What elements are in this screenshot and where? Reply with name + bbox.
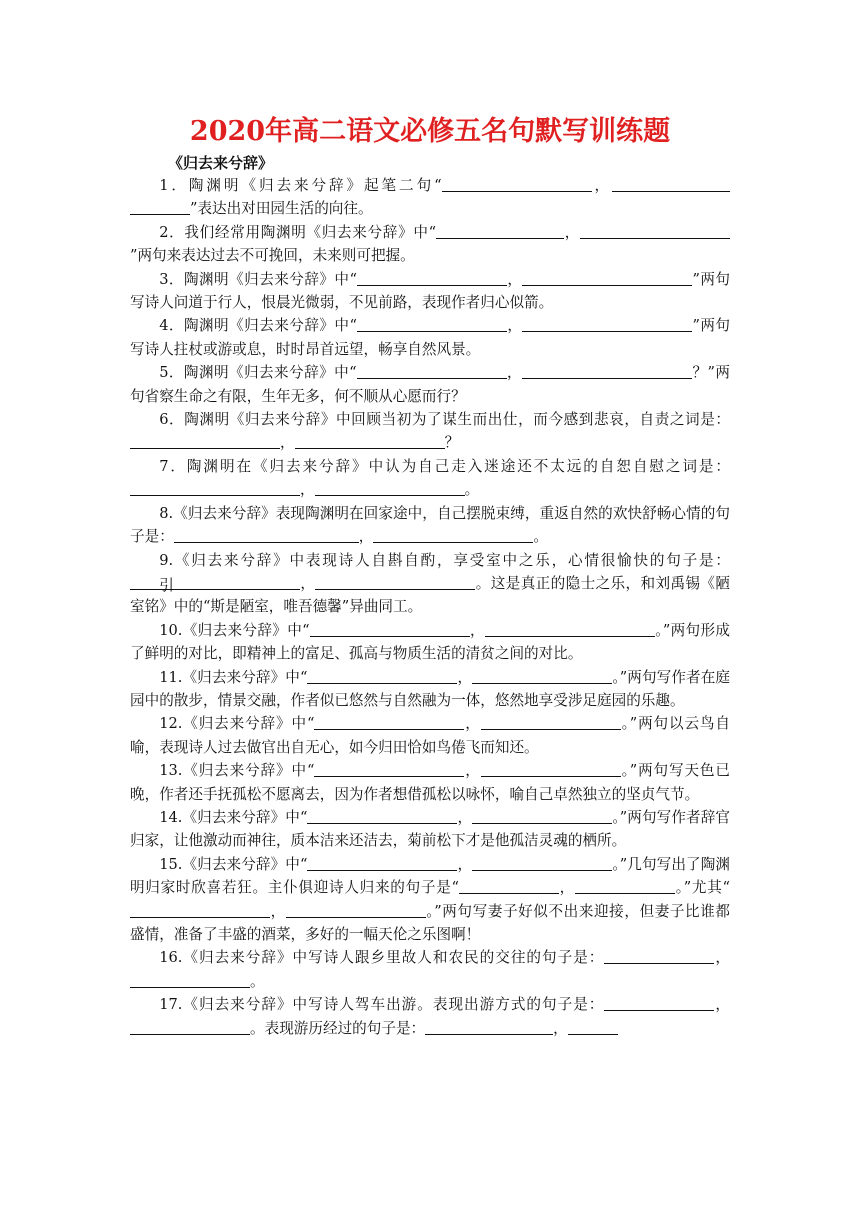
- answer-blank[interactable]: [357, 316, 507, 332]
- answer-blank[interactable]: [307, 855, 457, 871]
- answer-blank[interactable]: [472, 855, 612, 871]
- answer-blank[interactable]: [307, 668, 457, 684]
- answer-blank[interactable]: [672, 316, 692, 332]
- answer-blank[interactable]: [357, 270, 507, 286]
- question-15: 15.《归去来兮辞》中“ ， 。”几句写出了陶渊明归家时欣喜若狂。主仆俱迎诗人归来的句子是“ ， 。”尤其“， 。”两句写妻子好似不出来迎接，但妻子比谁都盛情，准备了丰盛的酒菜，多好的一幅天伦之乐图啊！: [130, 855, 730, 943]
- question-7: 7．陶渊明在《归去来兮辞》中认为自己走入迷途还不太远的自恕自慰之词是：， 。: [130, 455, 730, 502]
- answer-blank[interactable]: [459, 878, 559, 894]
- answer-blank[interactable]: [575, 878, 675, 894]
- answer-blank[interactable]: [315, 574, 475, 590]
- answer-blank[interactable]: [580, 223, 680, 239]
- question-3: 3．陶渊明《归去来兮辞》中“ ， ”两句写诗人问道于行人，恨晨光微弱，不见前路，表现作者归心似箭。: [130, 270, 730, 312]
- answer-blank[interactable]: [522, 270, 672, 286]
- question-16: 16.《归去来兮辞》中写诗人跟乡里故人和农民的交往的句子是： ，。: [130, 946, 730, 993]
- answer-blank[interactable]: [357, 363, 507, 379]
- section-heading: 《归去来兮辞》: [168, 154, 274, 172]
- answer-blank[interactable]: [310, 621, 470, 637]
- question-9: 9.《归去来兮辞》中表现诗人自斟自酌，享受室中之乐，心情很愉快的句子是：引 ， 。这是真正的隐士之乐，和刘禹锡《陋室铭》中的“斯是陋室，唯吾德馨”异曲同工。: [130, 551, 730, 616]
- page-title: 2020年高二语文必修五名句默写训练题: [189, 116, 671, 147]
- question-6: 6．陶渊明《归去来兮辞》中回顾当初为了谋生而出仕，而今感到悲哀，自责之词是：， ？: [130, 408, 730, 455]
- answer-blank[interactable]: [481, 761, 621, 777]
- answer-blank[interactable]: [130, 574, 300, 594]
- answer-blank[interactable]: [442, 176, 592, 192]
- answer-blank[interactable]: [672, 363, 692, 379]
- answer-blank[interactable]: [315, 480, 465, 496]
- question-list: [130, 174, 730, 1040]
- question-10: 10.《归去来兮辞》中“ ， 。”两句形成了鲜明的对比，即精神上的富足、孤高与物质生活的清贫之间的对比。: [130, 621, 730, 663]
- question-11: 11.《归去来兮辞》中“ ， 。”两句写作者在庭园中的散步，情景交融，作者似已悠然与自然融为一体，悠然地享受涉足庭园的乐趣。: [130, 668, 730, 709]
- question-2: 2．我们经常用陶渊明《归去来兮辞》中“ ，”两句来表达过去不可挽回，未来则可把握。: [130, 221, 730, 268]
- answer-blank[interactable]: [522, 316, 672, 332]
- answer-blank[interactable]: [130, 480, 300, 496]
- question-4: 4．陶渊明《归去来兮辞》中“ ， ”两句写诗人拄杖或游或息，时时昂首远望，畅享自然风景。: [130, 317, 730, 358]
- question-14: 14.《归去来兮辞》中“ ， 。”两句写作者辞官归家，让他激动而神往，质本洁来还洁去，菊前松下才是他孤洁灵魂的栖所。: [130, 808, 730, 850]
- answer-blank[interactable]: [612, 176, 730, 192]
- answer-blank[interactable]: [485, 621, 655, 637]
- answer-blank[interactable]: [680, 223, 730, 239]
- answer-blank[interactable]: [672, 270, 692, 286]
- answer-blank[interactable]: [130, 433, 280, 449]
- answer-blank[interactable]: [604, 948, 654, 964]
- answer-blank[interactable]: [314, 714, 464, 730]
- answer-blank[interactable]: [130, 972, 250, 988]
- answer-blank[interactable]: [568, 1019, 618, 1035]
- stray-mark: 引: [159, 576, 174, 594]
- answer-blank[interactable]: [472, 808, 612, 824]
- question-13: 13.《归去来兮辞》中“ ， 。”两句写天色已晚，作者还手抚孤松不愿离去，因为作者想借孤松以咏怀，喻自己卓然独立的坚贞气节。: [130, 762, 730, 803]
- answer-blank[interactable]: [436, 223, 564, 239]
- answer-blank[interactable]: [286, 902, 426, 918]
- answer-blank[interactable]: [130, 1019, 250, 1035]
- question-5: 5．陶渊明《归去来兮辞》中“ ， ？”两句省察生命之有限，生年无多，何不顺从心愿而行？: [130, 364, 730, 405]
- answer-blank[interactable]: [522, 363, 672, 379]
- answer-blank[interactable]: [314, 761, 464, 777]
- answer-blank[interactable]: [604, 995, 654, 1011]
- answer-blank[interactable]: [472, 668, 612, 684]
- question-1: 1．陶渊明《归去来兮辞》起笔二句“ ，”表达出对田园生活的向往。: [130, 174, 730, 221]
- answer-blank[interactable]: [295, 433, 445, 449]
- question-8: 8.《归去来兮辞》表现陶渊明在回家途中，自己摆脱束缚，重返自然的欢快舒畅心情的句子是： ， 。: [130, 504, 730, 546]
- question-12: 12.《归去来兮辞》中“ ， 。”两句以云鸟自喻，表现诗人过去做官出自无心，如今归田恰如鸟倦飞而知还。: [130, 715, 730, 756]
- answer-blank[interactable]: [130, 902, 270, 918]
- answer-blank[interactable]: [481, 714, 621, 730]
- answer-blank[interactable]: [130, 199, 190, 215]
- answer-blank[interactable]: [174, 527, 359, 543]
- answer-blank[interactable]: [307, 808, 457, 824]
- answer-blank[interactable]: [654, 995, 714, 1011]
- answer-blank[interactable]: [425, 1019, 553, 1035]
- answer-blank[interactable]: [654, 948, 714, 964]
- question-17: 17.《归去来兮辞》中写诗人驾车出游。表现出游方式的句子是： ，。表现游历经过的句子是： ，: [130, 993, 730, 1040]
- answer-blank[interactable]: [373, 527, 533, 543]
